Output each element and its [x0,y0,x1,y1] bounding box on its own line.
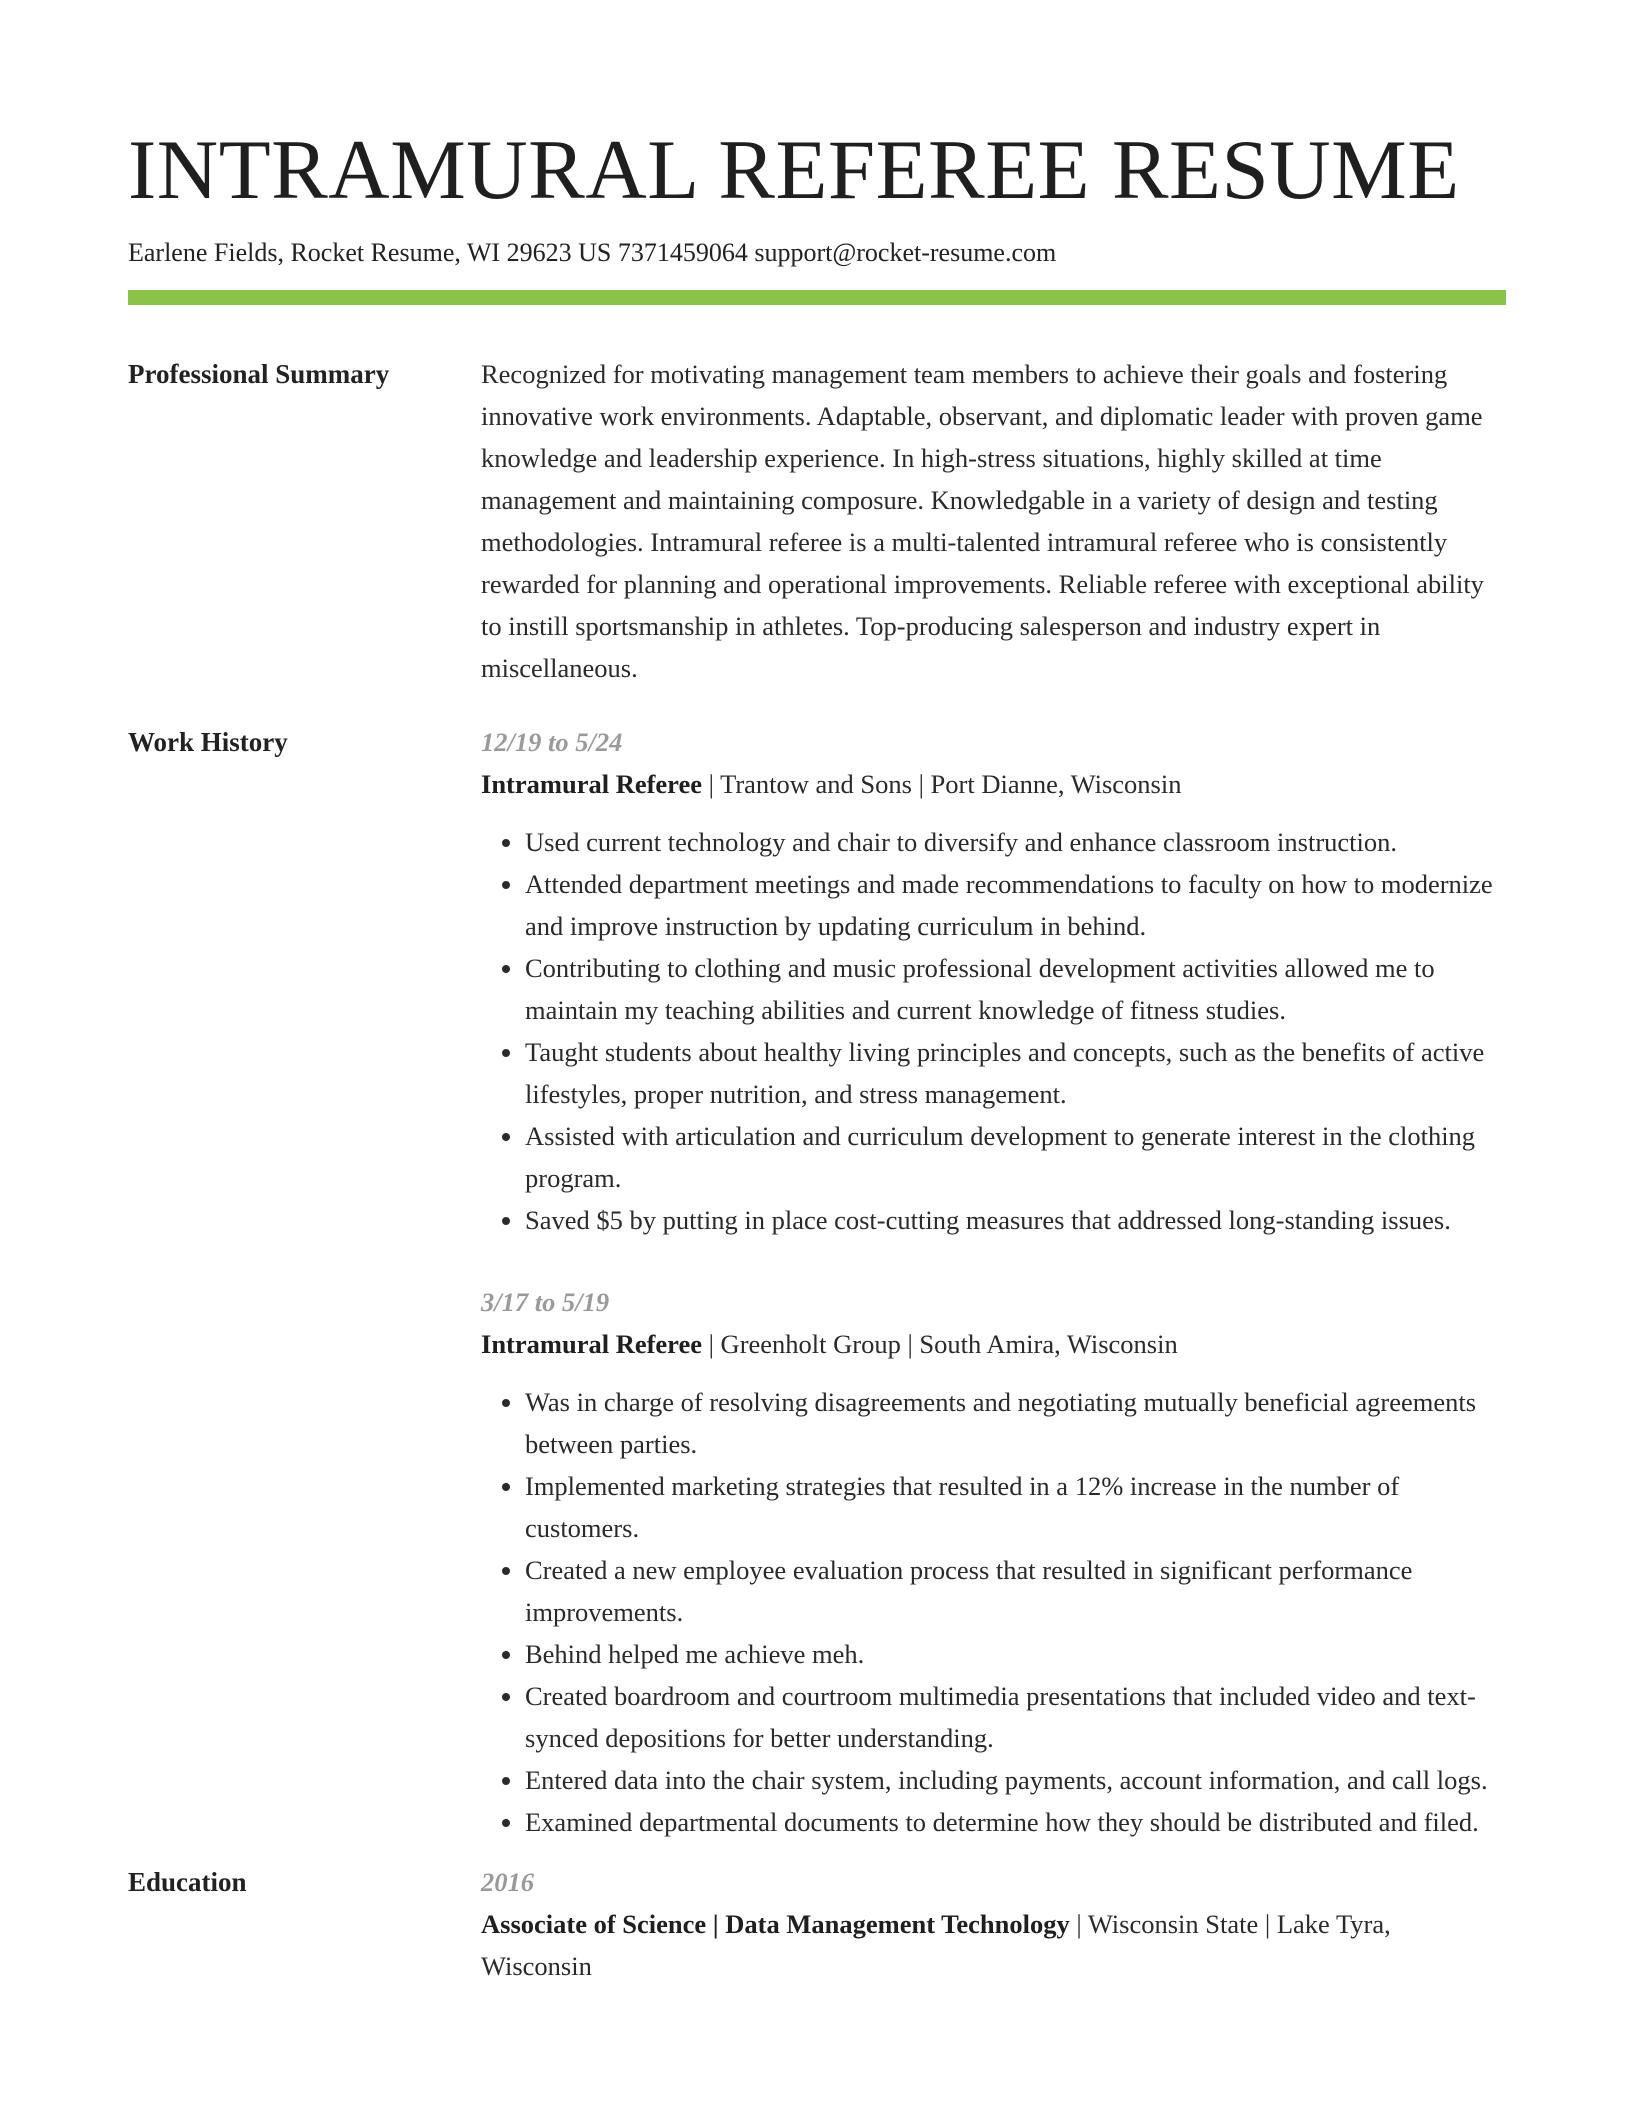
contact-line: Earlene Fields, Rocket Resume, WI 29623 US 7371459064 support@rocket-resume.com [128,238,1057,267]
job-bullets [481,1381,1506,1843]
education-school-location: | Wisconsin State | Lake Tyra, Wisconsin [481,1909,1391,1981]
education-line [481,1903,1506,1987]
education-body [481,1861,1506,1987]
job-dates: 12/19 to 5/24 [481,727,623,757]
job-entry [481,1281,1506,1843]
job-dates: 3/17 to 5/19 [481,1287,610,1317]
list-item: • Attended department meetings and made recommendations to faculty on how to modernize and improve instruction by updating curriculum in behind. [525,863,1506,947]
job-role: Intramural Referee [481,769,702,799]
summary-heading: Professional Summary [128,359,390,389]
list-item: • Created boardroom and courtroom multimedia presentations that included video and text-synced depositions for better understanding. [525,1675,1506,1759]
summary-text: Recognized for motivating management team members to achieve their goals and fostering innovative work environments. Adaptable, observant, and diplomatic leader with proven game knowledge and leadership experience. In high-stress situations, highly skilled at time management and maintaining composure. Knowledgable in a variety of design and testing methodologies. Intramural referee is a multi-talented intramural referee who is consistently rewarded for planning and operational improvements. Reliable referee with exceptional ability to instill sportsmanship in athletes. Top-producing salesperson and industry expert in miscellaneous. [481,359,1484,683]
list-item: • Created a new employee evaluation process that resulted in significant performance improvements. [525,1549,1506,1633]
work-history-heading: Work History [128,727,288,757]
list-item: • Was in charge of resolving disagreements and negotiating mutually beneficial agreements between parties. [525,1381,1506,1465]
list-item: • Taught students about healthy living principles and concepts, such as the benefits of active lifestyles, proper nutrition, and stress management. [525,1031,1506,1115]
list-item: • Saved $5 by putting in place cost-cutting measures that addressed long-standing issues. [525,1199,1506,1241]
list-item: • Used current technology and chair to diversify and enhance classroom instruction. [525,821,1506,863]
list-item: • Contributing to clothing and music professional development activities allowed me to maintain my teaching abilities and current knowledge of fitness studies. [525,947,1506,1031]
resume-page [128,120,1506,1987]
education-heading: Education [128,1867,247,1897]
list-item: • Behind helped me achieve meh. [525,1633,1506,1675]
resume-title: INTRAMURAL REFEREE RESUME [128,123,1460,217]
job-title-line [481,763,1506,805]
job-entry [481,721,1506,1241]
education-year: 2016 [481,1867,534,1897]
summary-section [128,353,1506,689]
education-section [128,1861,1506,1987]
education-degree: Associate of Science | Data Management Technology [481,1909,1070,1939]
list-item: • Implemented marketing strategies that resulted in a 12% increase in the number of customers. [525,1465,1506,1549]
list-item: • Entered data into the chair system, including payments, account information, and call logs. [525,1759,1506,1801]
list-item: • Assisted with articulation and curriculum development to generate interest in the clothing program. [525,1115,1506,1199]
job-bullets [481,821,1506,1241]
work-history-section [128,721,1506,1843]
job-title-line [481,1323,1506,1365]
job-employer-location: | Greenholt Group | South Amira, Wisconsin [702,1329,1178,1359]
work-history-body [481,721,1506,1843]
list-item: • Examined departmental documents to determine how they should be distributed and filed. [525,1801,1506,1843]
accent-divider [128,290,1506,305]
job-employer-location: | Trantow and Sons | Port Dianne, Wisconsin [702,769,1182,799]
job-role: Intramural Referee [481,1329,702,1359]
